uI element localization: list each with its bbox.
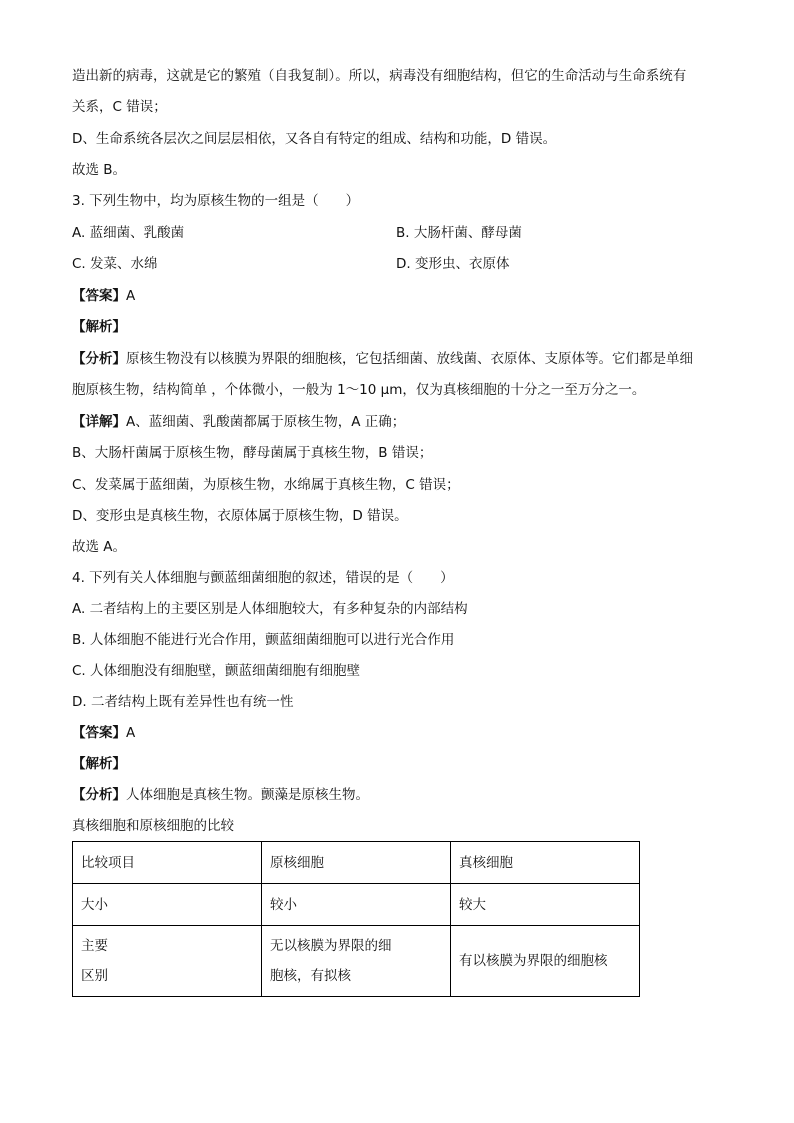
table-header-cell: 比较项目 [73,842,262,884]
table-cell [262,926,451,997]
q4-stem: 4. 下列有关人体细胞与颤蓝细菌细胞的叙述，错误的是（ ） [72,570,454,586]
table-cell: 较小 [262,884,451,926]
table-header-cell: 真核细胞 [451,842,640,884]
q3-option-a: A. 蓝细菌、乳酸菌 [72,225,185,241]
q3-fenxi-line-1 [72,350,693,368]
q3-option-c: C. 发菜、水绵 [72,256,158,272]
q3-stem: 3. 下列生物中，均为原核生物的一组是（ ） [72,193,360,209]
q3-xiangjie-line-4: D、变形虫是真核生物，衣原体属于原核生物，D 错误。 [72,508,408,524]
q3-xiangjie-line-1 [72,413,405,431]
table-title: 真核细胞和原核细胞的比较 [72,818,234,834]
table-header-row [73,842,640,884]
table-cell: 有以核膜为界限的细胞核 [451,926,640,997]
answer-tag: 【答案】 [72,725,126,741]
q4-option-c: C. 人体细胞没有细胞壁，颤蓝细菌细胞有细胞壁 [72,663,361,679]
intro-conclusion: 故选 B。 [72,162,127,178]
q3-xiangjie-line-3: C、发菜属于蓝细菌，为原核生物，水绵属于真核生物，C 错误； [72,477,460,493]
q3-analysis-tag: 【解析】 [72,319,126,335]
table-row [73,926,640,997]
q4-option-a: A. 二者结构上的主要区别是人体细胞较大，有多种复杂的内部结构 [72,601,468,617]
cell-line: 无以核膜为界限的细 [270,938,392,954]
q4-fenxi-line-1 [72,786,369,804]
cell-line: 区别 [81,968,108,984]
intro-line-2: 关系，C 错误； [72,99,167,115]
intro-line-3: D、生命系统各层次之间层层相依，又各自有特定的组成、结构和功能，D 错误。 [72,131,557,147]
fenxi-tag: 【分析】 [72,351,126,367]
q3-option-d: D. 变形虫、衣原体 [396,256,510,272]
answer-value: A [126,725,136,741]
table-row [73,884,640,926]
fenxi-tag: 【分析】 [72,787,126,803]
q4-answer [72,724,135,742]
fenxi-text: 原核生物没有以核膜为界限的细胞核，它包括细菌、放线菌、衣原体、支原体等。它们都是单细 [126,351,693,367]
cell-line: 胞核，有拟核 [270,968,351,984]
fenxi-text: 人体细胞是真核生物。颤藻是原核生物。 [126,787,369,803]
table-header-cell: 原核细胞 [262,842,451,884]
cell-line: 主要 [81,938,108,954]
q3-xiangjie-line-2: B、大肠杆菌属于原核生物，酵母菌属于真核生物，B 错误； [72,445,433,461]
q3-option-b: B. 大肠杆菌、酵母菌 [396,225,522,241]
q4-option-d: D. 二者结构上既有差异性也有统一性 [72,694,294,710]
answer-tag: 【答案】 [72,288,126,304]
q4-option-b: B. 人体细胞不能进行光合作用，颤蓝细菌细胞可以进行光合作用 [72,632,455,648]
table-cell: 较大 [451,884,640,926]
q3-conclusion: 故选 A。 [72,539,127,555]
comparison-table [72,841,640,997]
answer-value: A [126,288,136,304]
q3-answer [72,287,135,305]
table-cell [73,926,262,997]
q4-analysis-tag: 【解析】 [72,756,126,772]
xiangjie-tag: 【详解】 [72,414,126,430]
table-cell: 大小 [73,884,262,926]
intro-line-1: 造出新的病毒，这就是它的繁殖（自我复制）。所以，病毒没有细胞结构，但它的生命活动与生命系统有 [72,68,687,84]
xiangjie-text: A、蓝细菌、乳酸菌都属于原核生物，A 正确； [126,414,406,430]
q3-fenxi-line-2: 胞原核生物，结构简单 ，个体微小，一般为 1～10 μm，仅为真核细胞的十分之一至万分之一。 [72,382,646,398]
